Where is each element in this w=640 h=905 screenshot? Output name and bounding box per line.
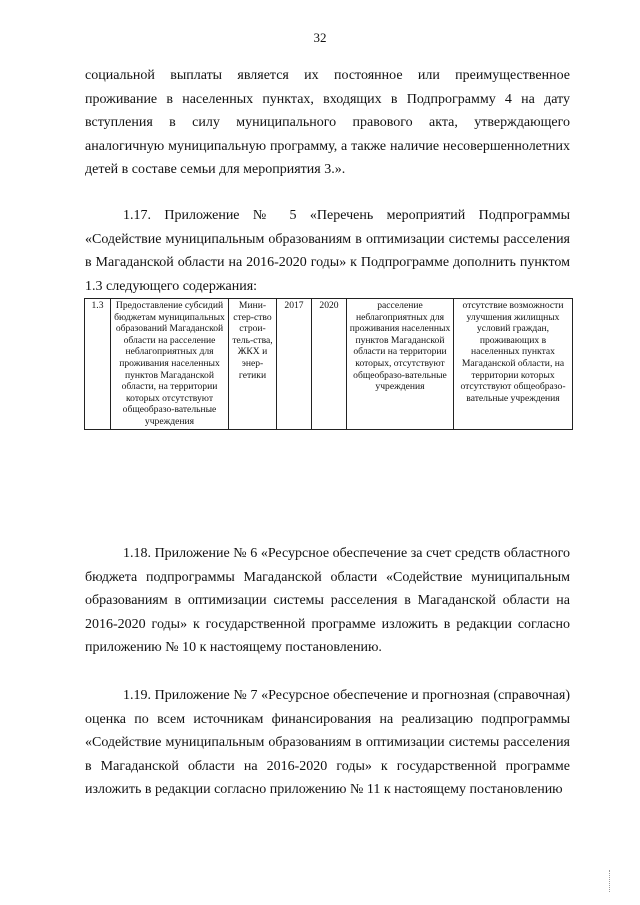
page-number: 32 (313, 30, 327, 45)
paragraph-1-19: 1.19. Приложение № 7 «Ресурсное обеспечение и прогнозная (справочная) оценка по всем источникам финансирования на реализацию подпрограммы «Содействие муниципальным образованиям в оптимизации системы расселения в Магаданской области на 2016-2020 годы» к государственной программе изложить в редакции согласно приложению № 11 к настоящему постановлению (85, 688, 570, 797)
item-number-cell: 1.3 (85, 299, 111, 430)
executor-cell: Мини-стер-ство строи-тель-ства, ЖКХ и энер-гетики (229, 299, 277, 430)
measure-name-cell: Предоставление субсидий бюджетам муниципальных образований Магаданской области на расселение неблагоприятных для проживания населенных пунктов Магаданской области, на территории которых отсутствуют общеобразо-вательные учреждения (111, 299, 229, 430)
paragraph-continuation: социальной выплаты является их постоянное или преимущественное проживание в населенных пунктах, входящих в Подпрограмму 4 на дату вступления в силу муниципального правового акта, утверждающего аналогичную муниципальную программу, а также наличие несовершеннолетних детей в составе семьи для мероприятия 3.». (85, 68, 570, 177)
paragraph-1-18: 1.18. Приложение № 6 «Ресурсное обеспечение за счет средств областного бюджета подпрограммы Магаданской области «Содействие муниципальным образованиям в оптимизации системы расселения в Магаданской области на 2016-2020 годы» к государственной программе изложить в редакции согласно приложению № 10 к настоящему постановлению. (85, 546, 570, 655)
expected-result-cell: расселение неблагоприятных для проживания населенных пунктов Магаданской области на территории которых, отсутствуют общеобразо-вательные учреждения (347, 299, 454, 430)
table-row (85, 299, 573, 430)
consequences-cell: отсутствие возможности улучшения жилищных условий граждан, проживающих в населенных пунктах Магаданской области, на территории которых отсутствуют общеобразо-вательные учреждения (454, 299, 573, 430)
paragraph-1-17: 1.17. Приложение № 5 «Перечень мероприятий Подпрограммы «Содействие муниципальным образованиям в оптимизации системы расселения в Магаданской области на 2016-2020 годы» к Подпрограмме дополнить пунктом 1.3 следующего содержания: (85, 208, 570, 294)
scan-artifact (609, 870, 612, 892)
start-year-cell: 2017 (277, 299, 312, 430)
end-year-cell: 2020 (312, 299, 347, 430)
inserted-item-table (84, 298, 573, 430)
